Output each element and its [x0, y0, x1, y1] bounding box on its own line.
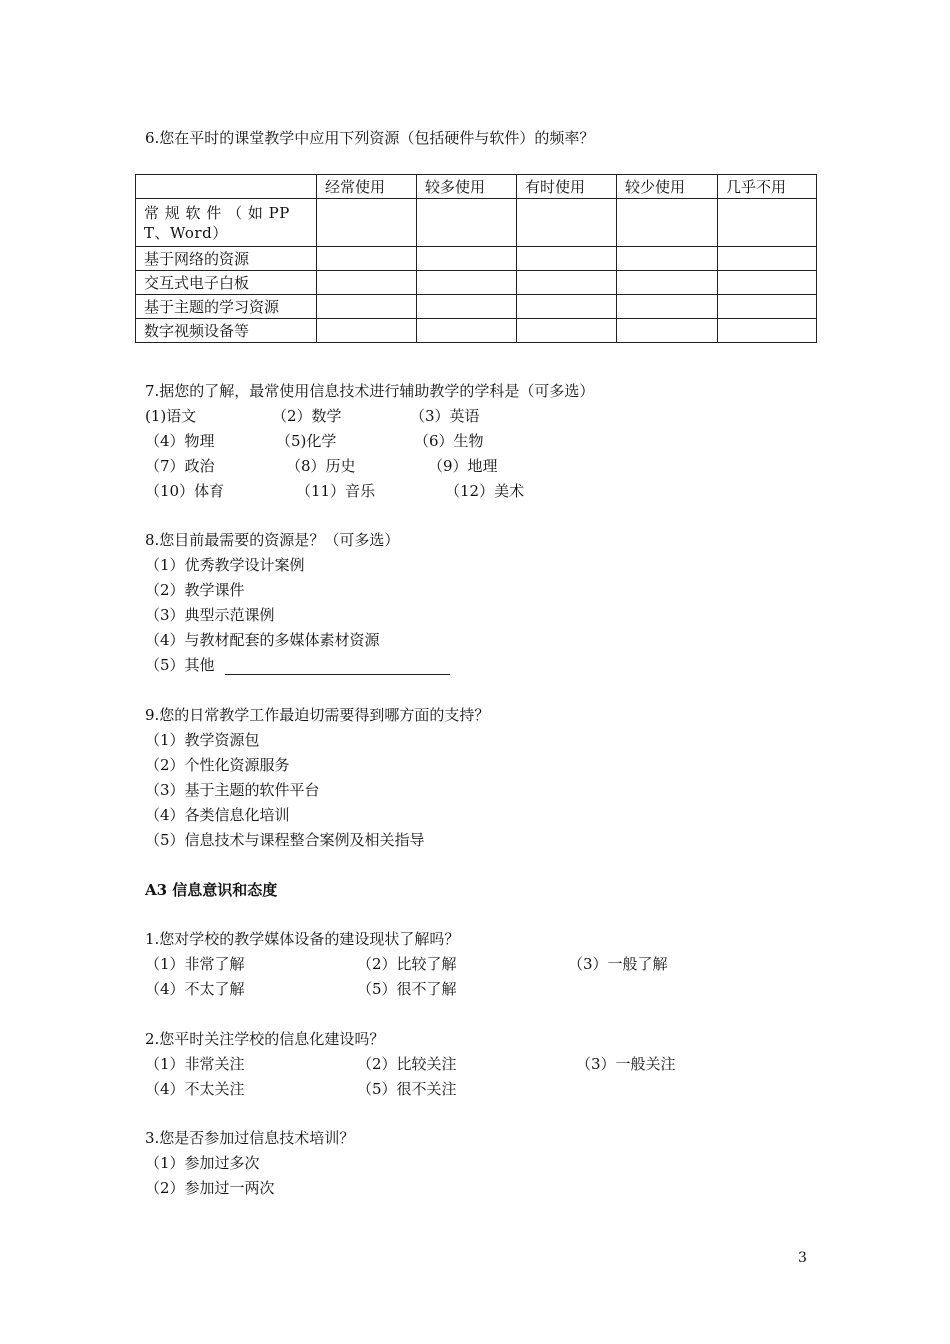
answer-cell[interactable] [417, 247, 517, 271]
answer-cell[interactable] [617, 271, 718, 295]
q7-option[interactable]: (1)语文 [145, 407, 197, 425]
answer-cell[interactable] [417, 199, 517, 247]
table-row [136, 199, 817, 247]
q7-option[interactable]: （10）体育 [145, 482, 225, 500]
answer-cell[interactable] [417, 295, 517, 319]
row-label-whiteboard: 交互式电子白板 [136, 271, 317, 295]
answer-cell[interactable] [417, 271, 517, 295]
q7-option[interactable]: （7）政治 [145, 457, 215, 475]
other-fill-in-line[interactable] [225, 658, 450, 675]
table-row [136, 319, 817, 343]
table-header-row [136, 175, 817, 199]
q7-option[interactable]: （9）地理 [428, 457, 498, 475]
a3q2-option[interactable]: （5）很不关注 [357, 1080, 457, 1098]
q7-option[interactable]: （6）生物 [414, 432, 484, 450]
q8-question: 8.您目前最需要的资源是？（可多选） [145, 531, 400, 549]
a3q3-option[interactable]: （2）参加过一两次 [145, 1179, 275, 1197]
row-label-network-resources: 基于网络的资源 [136, 247, 317, 271]
header-cell-sometimes: 有时使用 [517, 175, 617, 199]
answer-cell[interactable] [317, 199, 417, 247]
q7-option[interactable]: （3）英语 [410, 407, 480, 425]
table-row [136, 295, 817, 319]
q9-option[interactable]: （1）教学资源包 [145, 731, 260, 749]
a3q1-option[interactable]: （2）比较了解 [357, 955, 457, 973]
answer-cell[interactable] [317, 295, 417, 319]
frequency-table [135, 174, 817, 343]
q8-option[interactable]: （4）与教材配套的多媒体素材资源 [145, 631, 380, 649]
answer-cell[interactable] [517, 247, 617, 271]
a3q2-option[interactable]: （3）一般关注 [576, 1055, 676, 1073]
header-cell-frequent: 较多使用 [417, 175, 517, 199]
answer-cell[interactable] [617, 199, 718, 247]
header-cell-often: 经常使用 [317, 175, 417, 199]
answer-cell[interactable] [617, 319, 718, 343]
q9-option[interactable]: （3）基于主题的软件平台 [145, 781, 320, 799]
answer-cell[interactable] [517, 199, 617, 247]
q9-option[interactable]: （4）各类信息化培训 [145, 806, 290, 824]
answer-cell[interactable] [718, 199, 817, 247]
table-row [136, 247, 817, 271]
row-label-digital-video: 数字视频设备等 [136, 319, 317, 343]
answer-cell[interactable] [517, 271, 617, 295]
answer-cell[interactable] [317, 247, 417, 271]
a3q1-option[interactable]: （5）很不了解 [357, 980, 457, 998]
q7-option[interactable]: （11）音乐 [296, 482, 376, 500]
answer-cell[interactable] [317, 319, 417, 343]
a3q1-option[interactable]: （4）不太了解 [145, 980, 245, 998]
answer-cell[interactable] [617, 295, 718, 319]
a3q2-option[interactable]: （2）比较关注 [357, 1055, 457, 1073]
answer-cell[interactable] [718, 319, 817, 343]
q9-question: 9.您的日常教学工作最迫切需要得到哪方面的支持？ [145, 706, 490, 724]
section-heading-a3: A3 信息意识和态度 [145, 881, 278, 899]
q7-option[interactable]: （8）历史 [286, 457, 356, 475]
header-cell-almost-never: 几乎不用 [718, 175, 817, 199]
a3q2-question: 2.您平时关注学校的信息化建设吗？ [145, 1030, 385, 1048]
answer-cell[interactable] [617, 247, 718, 271]
a3q2-option[interactable]: （4）不太关注 [145, 1080, 245, 1098]
q7-option[interactable]: （12）美术 [445, 482, 525, 500]
page-number: 3 [798, 1250, 807, 1266]
q7-option[interactable]: （2）数学 [272, 407, 342, 425]
a3q1-option[interactable]: （1）非常了解 [145, 955, 245, 973]
header-cell-rarely: 较少使用 [617, 175, 718, 199]
header-cell-empty [136, 175, 317, 199]
answer-cell[interactable] [417, 319, 517, 343]
answer-cell[interactable] [718, 247, 817, 271]
q7-option[interactable]: （5)化学 [276, 432, 337, 450]
q8-option-other[interactable] [145, 655, 450, 675]
q7-option[interactable]: （4）物理 [145, 432, 215, 450]
q8-option[interactable]: （3）典型示范课例 [145, 606, 275, 624]
q8-option[interactable]: （2）教学课件 [145, 581, 245, 599]
q8-option-other-label: （5）其他 [145, 656, 215, 674]
q9-option[interactable]: （2）个性化资源服务 [145, 756, 290, 774]
table-row [136, 271, 817, 295]
a3q1-option[interactable]: （3）一般了解 [568, 955, 668, 973]
answer-cell[interactable] [517, 295, 617, 319]
a3q2-option[interactable]: （1）非常关注 [145, 1055, 245, 1073]
a3q3-option[interactable]: （1）参加过多次 [145, 1154, 260, 1172]
a3q3-question: 3.您是否参加过信息技术培训？ [145, 1129, 355, 1147]
row-label-regular-software: 常 规 软 件 （ 如 PPT、Word） [136, 199, 317, 247]
q7-question: 7.据您的了解，最常使用信息技术进行辅助教学的学科是（可多选） [145, 382, 595, 400]
answer-cell[interactable] [517, 319, 617, 343]
q9-option[interactable]: （5）信息技术与课程整合案例及相关指导 [145, 831, 425, 849]
row-label-theme-resources: 基于主题的学习资源 [136, 295, 317, 319]
a3q1-question: 1.您对学校的教学媒体设备的建设现状了解吗？ [145, 930, 460, 948]
answer-cell[interactable] [718, 295, 817, 319]
q6-question: 6.您在平时的课堂教学中应用下列资源（包括硬件与软件）的频率？ [145, 129, 595, 147]
answer-cell[interactable] [718, 271, 817, 295]
q8-option[interactable]: （1）优秀教学设计案例 [145, 556, 305, 574]
answer-cell[interactable] [317, 271, 417, 295]
